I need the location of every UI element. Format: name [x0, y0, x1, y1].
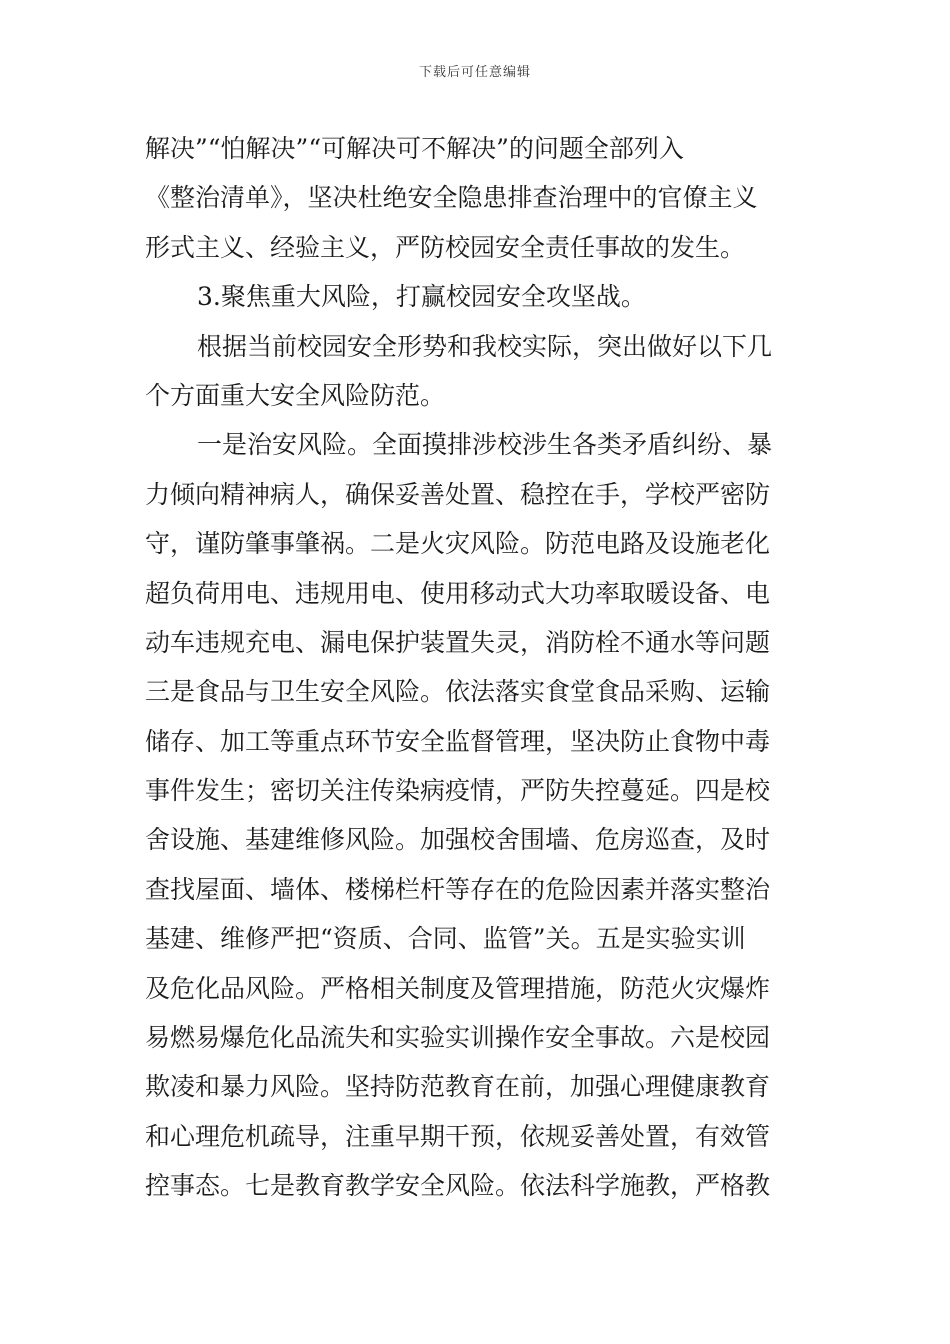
text-line: 形式主义、经验主义，严防校园安全责任事故的发生。	[145, 232, 746, 262]
page-header: 下载后可任意编辑	[418, 65, 531, 80]
text-line: 守，谨防肇事肇祸。二是火灾风险。防范电路及设施老化	[145, 529, 771, 559]
text-line: 《整治清单》，坚决杜绝安全隐患排查治理中的官僚主义	[145, 183, 758, 213]
document-body	[145, 124, 810, 1211]
text-line: 个方面重大安全风险防范。	[145, 380, 446, 410]
text-line: 控事态。七是教育教学安全风险。依法科学施教，严格教	[145, 1171, 771, 1201]
text-line: 力倾向精神病人，确保妥善处置、稳控在手，学校严密防	[145, 479, 771, 509]
text-line: 储存、加工等重点环节安全监督管理，坚决防止食物中毒	[145, 726, 771, 756]
text-line: 及危化品风险。严格相关制度及管理措施，防范火灾爆炸	[145, 973, 771, 1003]
text-line: 三是食品与卫生安全风险。依法落实食堂食品采购、运输	[145, 677, 771, 707]
text-line: 易燃易爆危化品流失和实验实训操作安全事故。六是校园	[145, 1023, 771, 1053]
paragraph-start: 根据当前校园安全形势和我校实际，突出做好以下几	[197, 331, 773, 361]
text-line: 基建、维修严把“资质、合同、监管”关。五是实验实训	[145, 924, 746, 954]
text-line: 解决”“怕解决”“可解决可不解决”的问题全部列入	[145, 134, 684, 163]
text-line: 舍设施、基建维修风险。加强校舍围墙、危房巡查，及时	[145, 825, 771, 855]
section-heading: 3.聚焦重大风险，打赢校园安全攻坚战。	[197, 282, 646, 312]
text-line: 超负荷用电、违规用电、使用移动式大功率取暖设备、电	[145, 578, 771, 608]
text-line: 动车违规充电、漏电保护装置失灵，消防栓不通水等问题	[145, 627, 771, 657]
text-line: 查找屋面、墙体、楼梯栏杆等存在的危险因素并落实整治	[145, 874, 771, 904]
paragraph-start: 一是治安风险。全面摸排涉校涉生各类矛盾纠纷、暴	[197, 430, 773, 460]
text-line: 和心理危机疏导，注重早期干预，依规妥善处置，有效管	[145, 1121, 771, 1151]
text-line: 欺凌和暴力风险。坚持防范教育在前，加强心理健康教育	[145, 1072, 771, 1102]
text-line: 事件发生；密切关注传染病疫情，严防失控蔓延。四是校	[145, 776, 771, 806]
